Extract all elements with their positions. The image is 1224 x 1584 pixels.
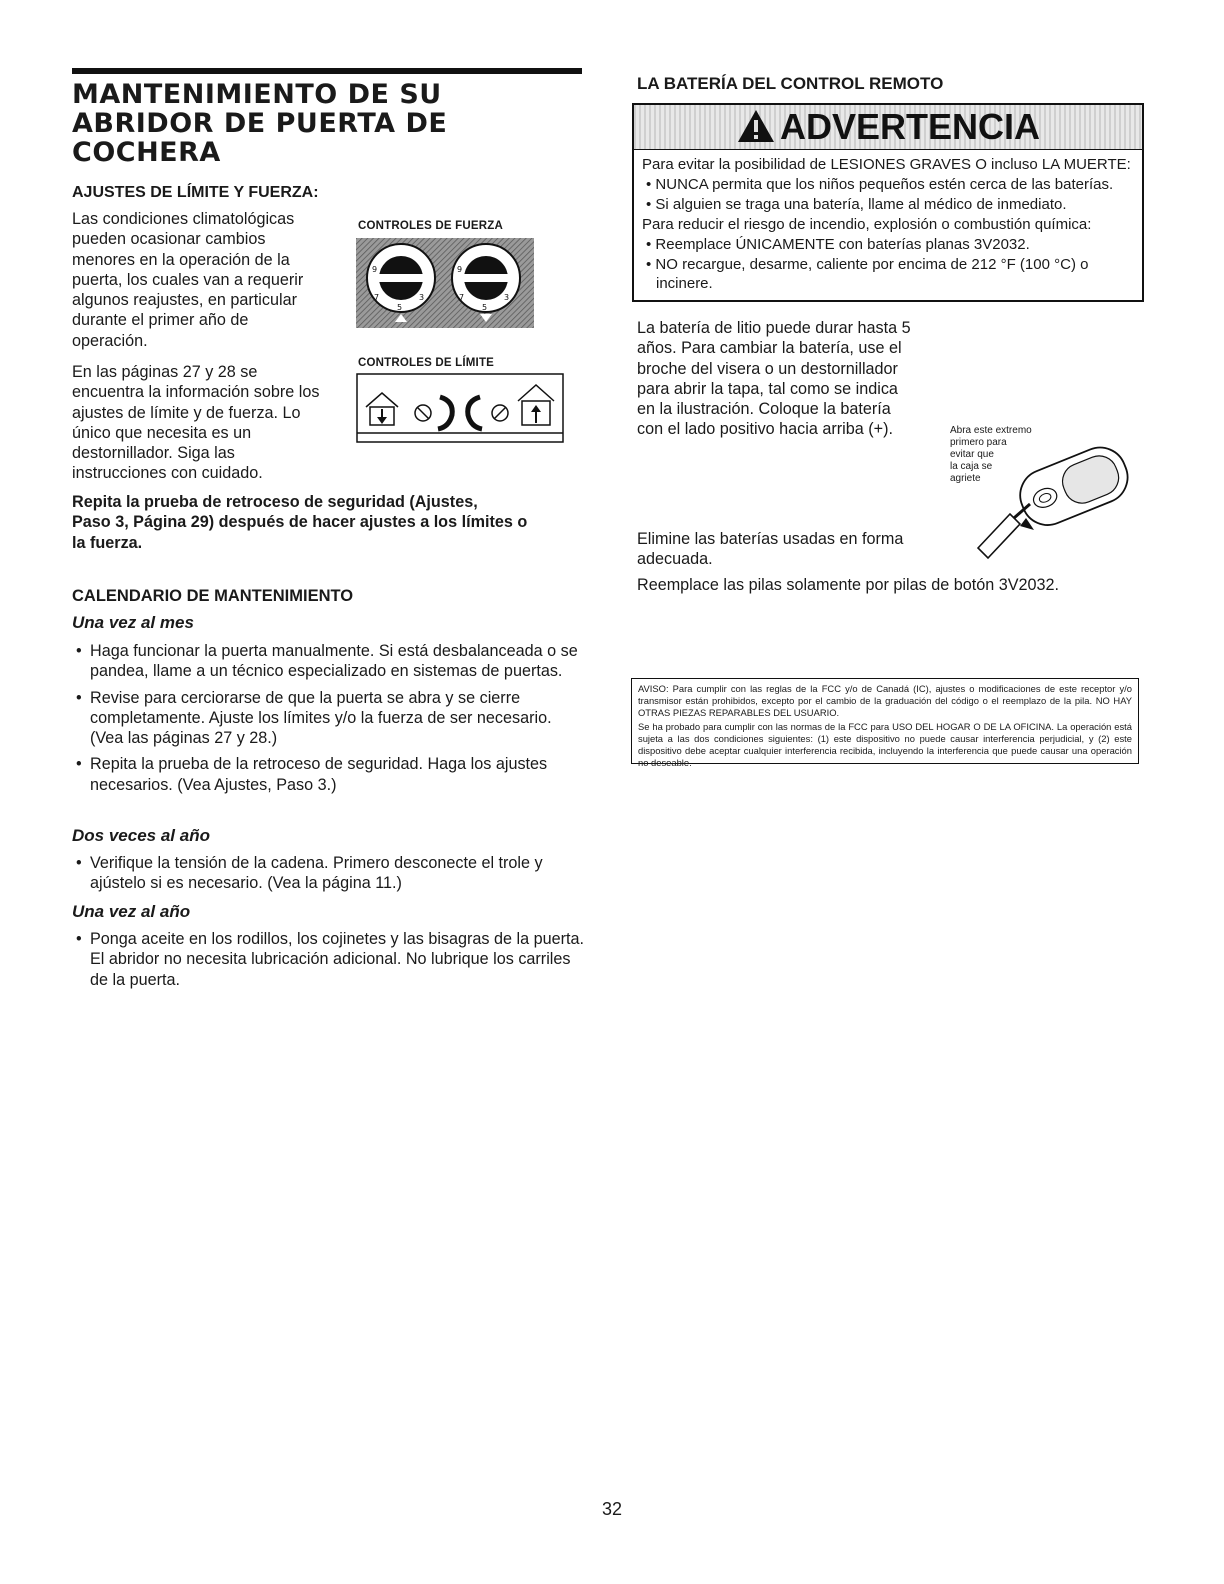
twice-yearly-heading: Dos veces al año bbox=[72, 826, 210, 845]
yearly-list bbox=[72, 929, 587, 996]
safety-reverse-note: Repita la prueba de retroceso de seguridad (Ajustes, Paso 3, Página 29) después de hacer ajustes a los límites o la fuerza. bbox=[72, 493, 528, 552]
limits-heading: AJUSTES DE LÍMITE Y FUERZA: bbox=[72, 184, 319, 201]
limit-arrows-icon bbox=[356, 373, 564, 443]
svg-text:3: 3 bbox=[504, 293, 510, 302]
page-title bbox=[72, 80, 592, 167]
battery-paragraph: La batería de litio puede durar hasta 5 años. Para cambiar la batería, use el broche del visera o un destornillador para abrir la tapa, tal como se indica en la ilustración. Coloque la batería con el lado positivo hacia arriba (+). bbox=[637, 319, 911, 439]
remote-caption: Abra este extremo primero para evitar que la caja se agriete bbox=[950, 425, 1032, 484]
title-line-3: COCHERA bbox=[72, 137, 221, 168]
list-item: • Haga funcionar la puerta manualmente. Si está desbalanceada o se pandea, llame a un técnico especializado en sistemas de puertas. bbox=[72, 641, 587, 682]
limits-paragraph-1: Las condiciones climatológicas pueden ocasionar cambios menores en la operación de la puerta, los cuales van a requerir algunos reajustes, en particular durante el primer año de operación. bbox=[72, 210, 304, 350]
force-dial-icon bbox=[356, 238, 534, 328]
replace-paragraph: Reemplace las pilas solamente por pilas de botón 3V2032. bbox=[637, 576, 1060, 594]
force-controls-caption: CONTROLES DE FUERZA bbox=[358, 220, 503, 232]
svg-text:7: 7 bbox=[374, 293, 380, 302]
warning-body: Para evitar la posibilidad de LESIONES GRAVES O incluso LA MUERTE: • NUNCA permita que los niños pequeños estén cerca de las baterías. • Si alguien se traga una batería, llame al médico de inmediato. Para reducir el riesgo de incendio, explosión o combustión química: • Reemplace ÚNICAMENTE con baterías planas 3V2032. • NO recargue, desarme, caliente por encima de 212 °F (100 °C) o incinere. bbox=[642, 156, 1131, 292]
svg-text:5: 5 bbox=[482, 303, 488, 312]
dispose-paragraph: Elimine las baterías usadas en forma adecuada. bbox=[637, 530, 904, 569]
monthly-heading: Una vez al mes bbox=[72, 613, 194, 632]
title-line-2: ABRIDOR DE PUERTA DE bbox=[72, 108, 448, 139]
schedule-heading: CALENDARIO DE MANTENIMIENTO bbox=[72, 587, 354, 605]
svg-text:9: 9 bbox=[457, 265, 463, 274]
warning-title: ADVERTENCIA bbox=[634, 105, 1142, 149]
title-line-1: MANTENIMIENTO DE SU bbox=[72, 79, 442, 110]
page-number: 32 bbox=[601, 1499, 623, 1519]
svg-text:3: 3 bbox=[419, 293, 425, 302]
warning-triangle-icon bbox=[736, 108, 776, 144]
twice-yearly-list bbox=[72, 853, 587, 900]
remote-control-icon bbox=[970, 430, 1142, 562]
svg-text:7: 7 bbox=[459, 293, 465, 302]
list-item: • Verifique la tensión de la cadena. Primero desconecte el trole y ajústelo si es necesario. (Vea la página 11.) bbox=[72, 853, 587, 894]
monthly-list bbox=[72, 641, 587, 801]
fcc-notice-box: AVISO: Para cumplir con las reglas de la FCC y/o de Canadá (IC), ajustes o modificaciones de este receptor y/o transmisor están prohibidos, excepto por el cambio de la graduación del código o el reemplazo de la pila. NO HAY OTRAS PIEZAS REPARABLES DEL USUARIO. Se ha probado para cumplir con las normas de la FCC para USO DEL HOGAR O DE LA OFICINA. La operación está sujeta a las dos condiciones siguientes: (1) este dispositivo no puede causar interferencia perjudicial, y (2) este dispositivo debe aceptar cualquier interferencia recibida, incluyendo la interferencia que puede causar una operación no deseable. bbox=[631, 678, 1139, 764]
title-rule bbox=[72, 68, 582, 74]
list-item: • Ponga aceite en los rodillos, los cojinetes y las bisagras de la puerta. El abridor no necesita lubricación adicional. No lubrique los carriles de la puerta. bbox=[72, 929, 587, 990]
battery-heading: LA BATERÍA DEL CONTROL REMOTO bbox=[637, 74, 944, 93]
list-item: • Revise para cerciorarse de que la puerta se abra y se cierre completamente. Ajuste los límites y/o la fuerza de ser necesario. (Vea las páginas 27 y 28.) bbox=[72, 688, 587, 749]
list-item: • Repita la prueba de la retroceso de seguridad. Haga los ajustes necesarios. (Vea Ajustes, Paso 3.) bbox=[72, 754, 587, 795]
limits-paragraph-2: En las páginas 27 y 28 se encuentra la información sobre los ajustes de límite y de fuerza. Lo único que necesita es un destornillador. Siga las instrucciones con cuidado. bbox=[72, 363, 320, 483]
warning-box bbox=[632, 103, 1144, 302]
svg-text:9: 9 bbox=[372, 265, 378, 274]
yearly-heading: Una vez al año bbox=[72, 902, 191, 921]
svg-text:5: 5 bbox=[397, 303, 403, 312]
limit-controls-caption: CONTROLES DE LÍMITE bbox=[358, 357, 495, 369]
